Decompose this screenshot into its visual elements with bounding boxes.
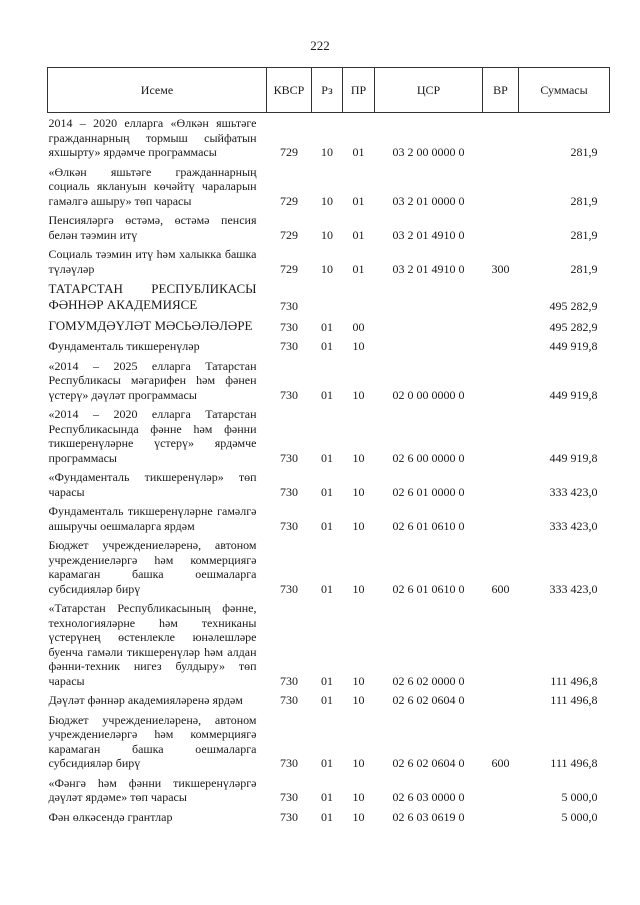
row-kvsr: 730	[280, 518, 298, 533]
row-pr: 10	[352, 484, 365, 499]
table-row	[48, 598, 610, 690]
row-name: Пенсияләргә өстәмә, өстәмә пенсия белән тәэмин итү	[48, 213, 257, 242]
row-pr: 01	[352, 227, 365, 242]
table-row	[48, 210, 610, 244]
row-pr: 10	[352, 693, 365, 707]
row-csr: 02 0 00 0000 0	[392, 387, 465, 402]
row-sum: 449 919,8	[549, 450, 598, 465]
row-kvsr: 729	[280, 261, 298, 276]
row-pr	[343, 278, 375, 315]
row-vr	[483, 113, 519, 162]
header-rz: Рз	[312, 68, 343, 113]
table-row	[48, 404, 610, 467]
row-csr: 02 6 03 0000 0	[392, 790, 465, 804]
row-name: «2014 – 2020 елларга Татарстан Республикасында фәнне һәм фәнни тикшеренүләрне үстерү» ярдәмче программасы	[48, 407, 257, 465]
row-rz: 01	[321, 484, 333, 499]
row-csr: 02 6 02 0000 0	[392, 673, 465, 688]
header-vr: ВР	[483, 68, 519, 113]
row-vr	[483, 501, 519, 535]
table-row	[48, 807, 610, 827]
table-header-row	[48, 68, 610, 113]
row-csr: 03 2 01 4910 0	[392, 261, 465, 276]
row-rz	[312, 278, 343, 315]
table-row	[48, 336, 610, 356]
row-pr: 01	[352, 193, 365, 208]
row-kvsr: 730	[280, 450, 298, 465]
table-row	[48, 501, 610, 535]
budget-table-container	[47, 67, 609, 826]
row-name: Фундаменталь тикшеренүләр	[48, 339, 200, 353]
row-vr	[483, 404, 519, 467]
row-rz: 01	[321, 673, 333, 688]
row-sum: 281,9	[570, 261, 598, 276]
row-kvsr: 730	[280, 756, 298, 770]
row-pr: 10	[352, 581, 365, 596]
page-number: 222	[310, 38, 330, 53]
row-csr: 03 2 01 4910 0	[392, 227, 465, 242]
row-pr: 10	[352, 339, 365, 353]
row-kvsr: 730	[280, 790, 298, 804]
row-sum: 111 496,8	[550, 693, 598, 707]
row-kvsr: 730	[280, 809, 298, 824]
row-name: ТАТАРСТАН РЕСПУБЛИКАСЫ ФӘННӘР АКАДЕМИЯСЕ	[48, 281, 257, 312]
row-sum: 495 282,9	[549, 298, 598, 313]
row-rz: 10	[321, 145, 333, 159]
row-name: «2014 – 2025 елларга Татарстан Республикасы мәгарифен һәм фәнен үстерү» дәүләт программасы	[48, 358, 257, 402]
row-sum: 495 282,9	[549, 319, 598, 334]
row-vr	[483, 210, 519, 244]
row-rz: 01	[321, 693, 333, 707]
row-name: Фән өлкәсендә грантлар	[48, 809, 173, 824]
row-pr: 10	[352, 518, 365, 533]
row-kvsr: 730	[280, 693, 298, 707]
row-csr: 02 6 02 0604 0	[392, 693, 465, 707]
row-csr: 02 6 01 0610 0	[392, 518, 465, 533]
row-csr: 02 6 03 0619 0	[392, 809, 465, 824]
table-row	[48, 773, 610, 807]
row-rz: 01	[321, 387, 333, 402]
row-csr	[375, 315, 483, 336]
row-name: Бюджет учреждениеләренә, автоном учреждениеләргә һәм коммерциягә карамаган башка оешмаларга субсидияләр бирү	[48, 712, 257, 770]
row-rz: 01	[321, 450, 333, 465]
row-pr: 10	[352, 673, 365, 688]
row-vr: 600	[491, 756, 510, 770]
row-name: Социаль тәэмин итү һәм халыкка башка түләүләр	[48, 247, 257, 276]
row-sum: 281,9	[570, 145, 598, 159]
row-vr	[483, 315, 519, 336]
row-rz: 01	[321, 319, 333, 334]
row-rz: 01	[321, 339, 333, 353]
row-sum: 333 423,0	[549, 581, 598, 596]
row-csr: 02 6 02 0604 0	[392, 756, 465, 770]
row-name: Фундаменталь тикшеренүләрне гамәлгә ашыручы оешмаларга ярдәм	[48, 504, 257, 533]
row-name: «Өлкән яшьтәге гражданнарның социаль яклануын көчәйтү чараларын гамәлгә ашыру» төп чарасы	[48, 164, 257, 208]
table-row	[48, 162, 610, 211]
row-vr	[483, 807, 519, 827]
row-vr	[483, 773, 519, 807]
table-row	[48, 710, 610, 773]
row-sum: 333 423,0	[549, 484, 598, 499]
row-csr: 03 2 01 0000 0	[392, 193, 465, 208]
row-kvsr: 730	[280, 484, 298, 499]
row-name: ГОМУМДӘҮЛӘТ МӘСЬӘЛӘЛӘРЕ	[48, 318, 253, 333]
row-csr: 02 6 01 0000 0	[392, 484, 465, 499]
header-name: Исеме	[48, 68, 267, 113]
row-vr: 600	[491, 581, 510, 596]
row-name: Дәүләт фәннәр академияләренә ярдәм	[48, 693, 243, 707]
row-sum: 111 496,8	[550, 673, 598, 688]
row-rz: 10	[321, 227, 333, 242]
row-vr	[483, 467, 519, 501]
table-row	[48, 113, 610, 162]
row-sum: 449 919,8	[549, 339, 598, 353]
budget-table	[47, 67, 610, 826]
row-csr	[375, 336, 483, 356]
row-vr	[483, 278, 519, 315]
row-name: «Фәнгә һәм фәнни тикшеренүләргә дәүләт ярдәме» төп чарасы	[48, 775, 257, 804]
row-csr: 03 2 00 0000 0	[392, 145, 465, 159]
header-pr: ПР	[343, 68, 375, 113]
row-sum: 5 000,0	[561, 809, 598, 824]
row-rz: 01	[321, 790, 333, 804]
header-sum: Суммасы	[519, 68, 610, 113]
row-kvsr: 729	[280, 227, 298, 242]
row-sum: 5 000,0	[561, 790, 598, 804]
row-kvsr: 729	[280, 193, 298, 208]
row-sum: 449 919,8	[549, 387, 598, 402]
table-row	[48, 356, 610, 405]
table-row	[48, 315, 610, 336]
row-name: «Фундаменталь тикшеренүләр» төп чарасы	[48, 470, 257, 499]
row-rz: 10	[321, 261, 333, 276]
table-row	[48, 278, 610, 315]
header-csr: ЦСР	[375, 68, 483, 113]
row-vr	[483, 162, 519, 211]
row-csr: 02 6 00 0000 0	[392, 450, 465, 465]
header-kvsr: КВСР	[267, 68, 312, 113]
row-vr	[483, 356, 519, 405]
row-sum: 333 423,0	[549, 518, 598, 533]
row-vr	[483, 690, 519, 710]
table-row	[48, 467, 610, 501]
row-pr: 00	[352, 319, 365, 334]
table-row	[48, 535, 610, 598]
row-kvsr: 730	[280, 298, 298, 313]
table-body	[48, 113, 610, 827]
row-name: 2014 – 2020 елларга «Өлкән яшьтәге гражданнарның тормыш сыйфатын яхшырту» ярдәмче программасы	[48, 116, 257, 159]
row-pr: 01	[352, 145, 365, 159]
row-rz: 01	[321, 756, 333, 770]
row-pr: 01	[352, 261, 365, 276]
row-vr	[483, 336, 519, 356]
row-kvsr: 730	[280, 673, 298, 688]
row-pr: 10	[352, 387, 365, 402]
table-row	[48, 244, 610, 278]
row-kvsr: 730	[280, 387, 298, 402]
row-pr: 10	[352, 809, 365, 824]
row-kvsr: 730	[280, 581, 298, 596]
table-row	[48, 690, 610, 710]
row-vr	[483, 598, 519, 690]
row-pr: 10	[352, 450, 365, 465]
row-csr	[375, 278, 483, 315]
row-kvsr: 729	[280, 145, 298, 159]
row-kvsr: 730	[280, 339, 298, 353]
row-rz: 01	[321, 518, 333, 533]
row-rz: 01	[321, 809, 333, 824]
row-sum: 281,9	[570, 227, 598, 242]
row-name: «Татарстан Республикасының фәнне, технологияләрне һәм техниканы үстерүнең өстенлекле юнәлешләре буенча гамәли тикшеренүләр һәм алдан фәнни-техник нигез булдыру» төп чарасы	[48, 601, 257, 688]
row-name: Бюджет учреждениеләренә, автоном учреждениеләргә һәм коммерциягә карамаган башка оешмаларга субсидияләр бирү	[48, 538, 257, 596]
row-pr: 10	[352, 790, 365, 804]
row-rz: 01	[321, 581, 333, 596]
row-csr: 02 6 01 0610 0	[392, 581, 465, 596]
row-vr: 300	[491, 261, 510, 276]
row-pr: 10	[352, 756, 365, 770]
row-sum: 111 496,8	[550, 756, 598, 770]
row-kvsr: 730	[280, 319, 298, 334]
row-rz: 10	[321, 193, 333, 208]
row-sum: 281,9	[570, 193, 598, 208]
